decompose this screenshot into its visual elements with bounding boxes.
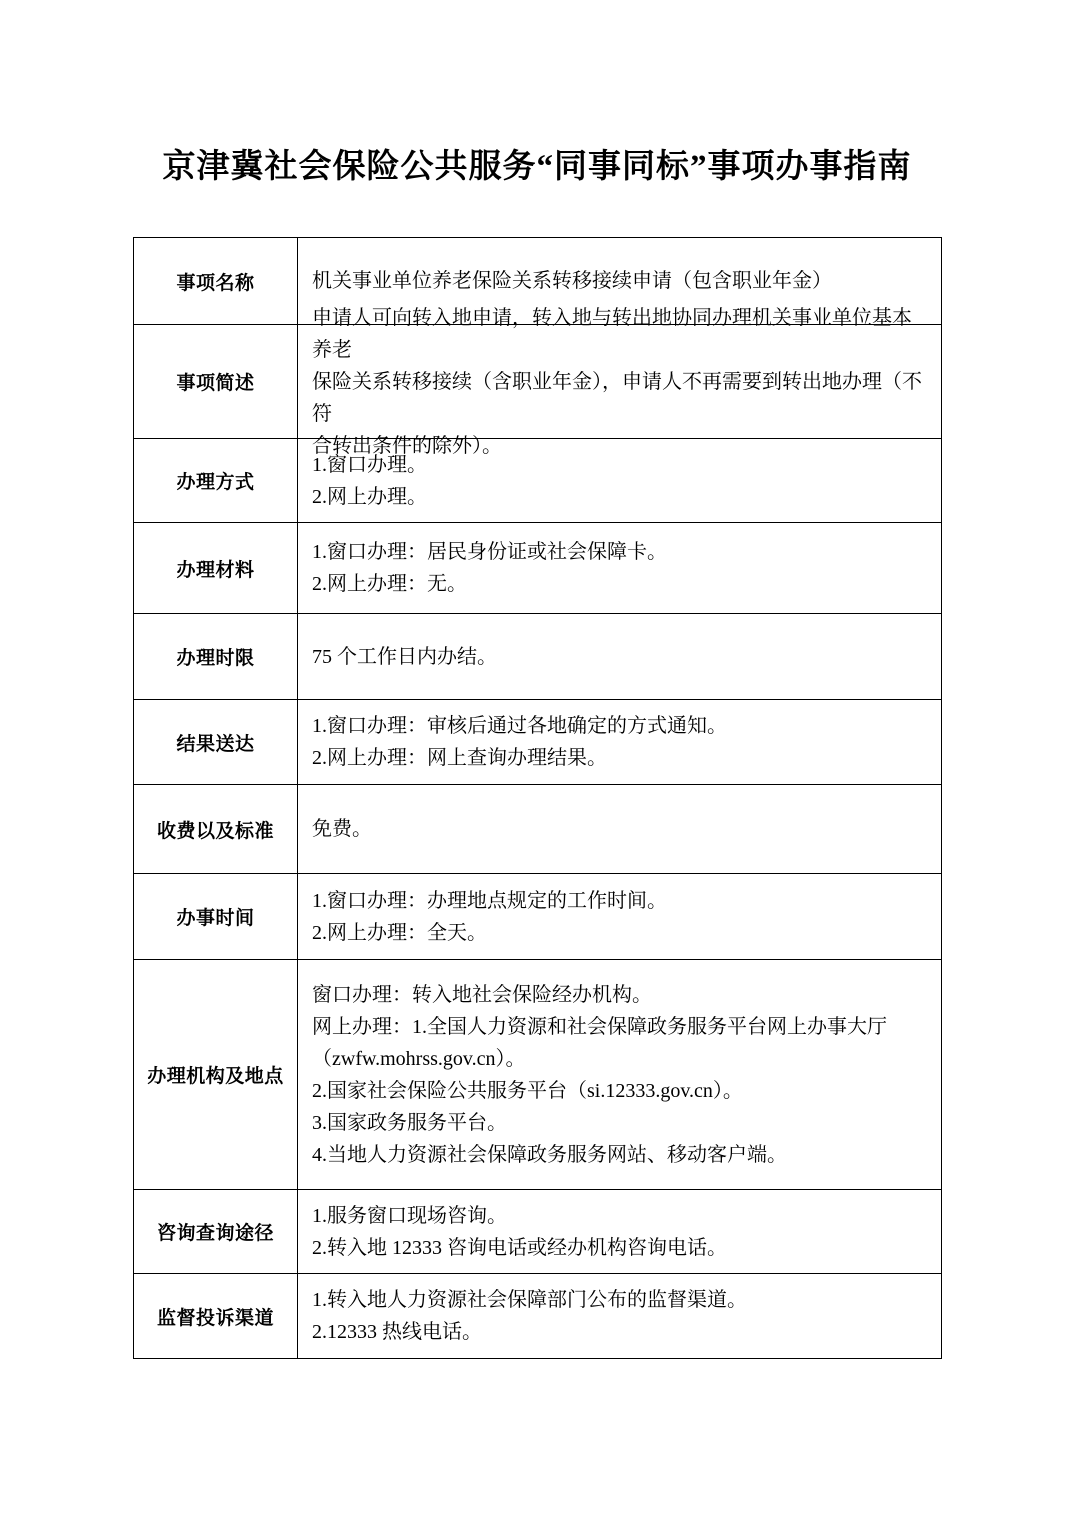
content-line: 1.窗口办理。: [312, 453, 427, 476]
row-content: [297, 1190, 941, 1273]
content-line: 2.12333 热线电话。: [312, 1321, 482, 1343]
content-line: 合转出条件的除外）。: [312, 434, 502, 457]
content-line: （zwfw.mohrss.gov.cn）。: [312, 1047, 526, 1070]
row-content: [297, 439, 941, 522]
row-content: [297, 785, 941, 873]
row-label: 事项简述: [176, 373, 255, 394]
row-label: 事项名称: [176, 272, 255, 294]
content-line: 1.服务窗口现场咨询。: [312, 1204, 507, 1227]
content-line: 2.网上办理。: [312, 485, 427, 508]
row-content: [297, 960, 941, 1189]
content-line: 2.转入地 12333 咨询电话或经办机构咨询电话。: [312, 1236, 727, 1259]
content-line: 2.网上办理：全天。: [312, 921, 487, 944]
row-content: [297, 614, 941, 699]
table-row: [134, 1273, 941, 1358]
content-line: 1.转入地人力资源社会保障部门公布的监督渠道。: [312, 1289, 747, 1311]
row-label: 咨询查询途径: [156, 1223, 274, 1244]
row-content: [297, 306, 941, 457]
table-row: [134, 522, 941, 613]
table-row: [134, 784, 941, 873]
content-line: 申请人可向转入地申请，转入地与转出地协同办理机关事业单位基本养老: [312, 306, 912, 361]
table-row: [134, 873, 941, 959]
row-label: 办事时间: [176, 908, 255, 929]
row-label: 结果送达: [176, 733, 255, 755]
content-line: 保险关系转移接续（含职业年金），申请人不再需要到转出地办理（不符: [312, 370, 922, 425]
content-line: 机关事业单位养老保险关系转移接续申请（包含职业年金）: [312, 270, 832, 292]
content-line: 1.窗口办理：居民身份证或社会保障卡。: [312, 541, 667, 563]
row-label: 办理方式: [176, 472, 255, 493]
content-line: 75 个工作日内办结。: [312, 645, 497, 668]
table-row: [134, 438, 941, 522]
content-line: 4.当地人力资源社会保障政务服务网站、移动客户端。: [312, 1143, 787, 1166]
row-content: [297, 700, 941, 784]
content-line: 2.网上办理：网上查询办理结果。: [312, 747, 607, 769]
page-title: 京津冀社会保险公共服务“同事同标”事项办事指南: [162, 149, 912, 185]
content-line: 网上办理：1.全国人力资源和社会保障政务服务平台网上办事大厅: [312, 1015, 887, 1038]
table-row: [134, 959, 941, 1189]
table-row: [134, 699, 941, 784]
content-line: 窗口办理：转入地社会保险经办机构。: [312, 983, 652, 1006]
content-line: 免费。: [312, 818, 372, 840]
row-label: 收费以及标准: [156, 820, 274, 842]
row-label: 办理材料: [176, 559, 255, 581]
row-content: [297, 523, 941, 613]
table-row: [134, 613, 941, 699]
content-line: 1.窗口办理：审核后通过各地确定的方式通知。: [312, 715, 727, 737]
row-content: [297, 1274, 941, 1358]
content-line: 3.国家政务服务平台。: [312, 1111, 507, 1134]
content-line: 1.窗口办理：办理地点规定的工作时间。: [312, 889, 667, 912]
table-row: [134, 1189, 941, 1273]
row-label: 办理机构及地点: [147, 1066, 284, 1087]
content-line: 2.国家社会保险公共服务平台（si.12333.gov.cn）。: [312, 1079, 743, 1102]
table-row: [134, 306, 941, 457]
row-content: [297, 874, 941, 959]
service-guide-table: [133, 237, 942, 1359]
row-label: 监督投诉渠道: [156, 1307, 274, 1329]
row-label: 办理时限: [176, 648, 255, 669]
content-line: 2.网上办理：无。: [312, 573, 467, 595]
